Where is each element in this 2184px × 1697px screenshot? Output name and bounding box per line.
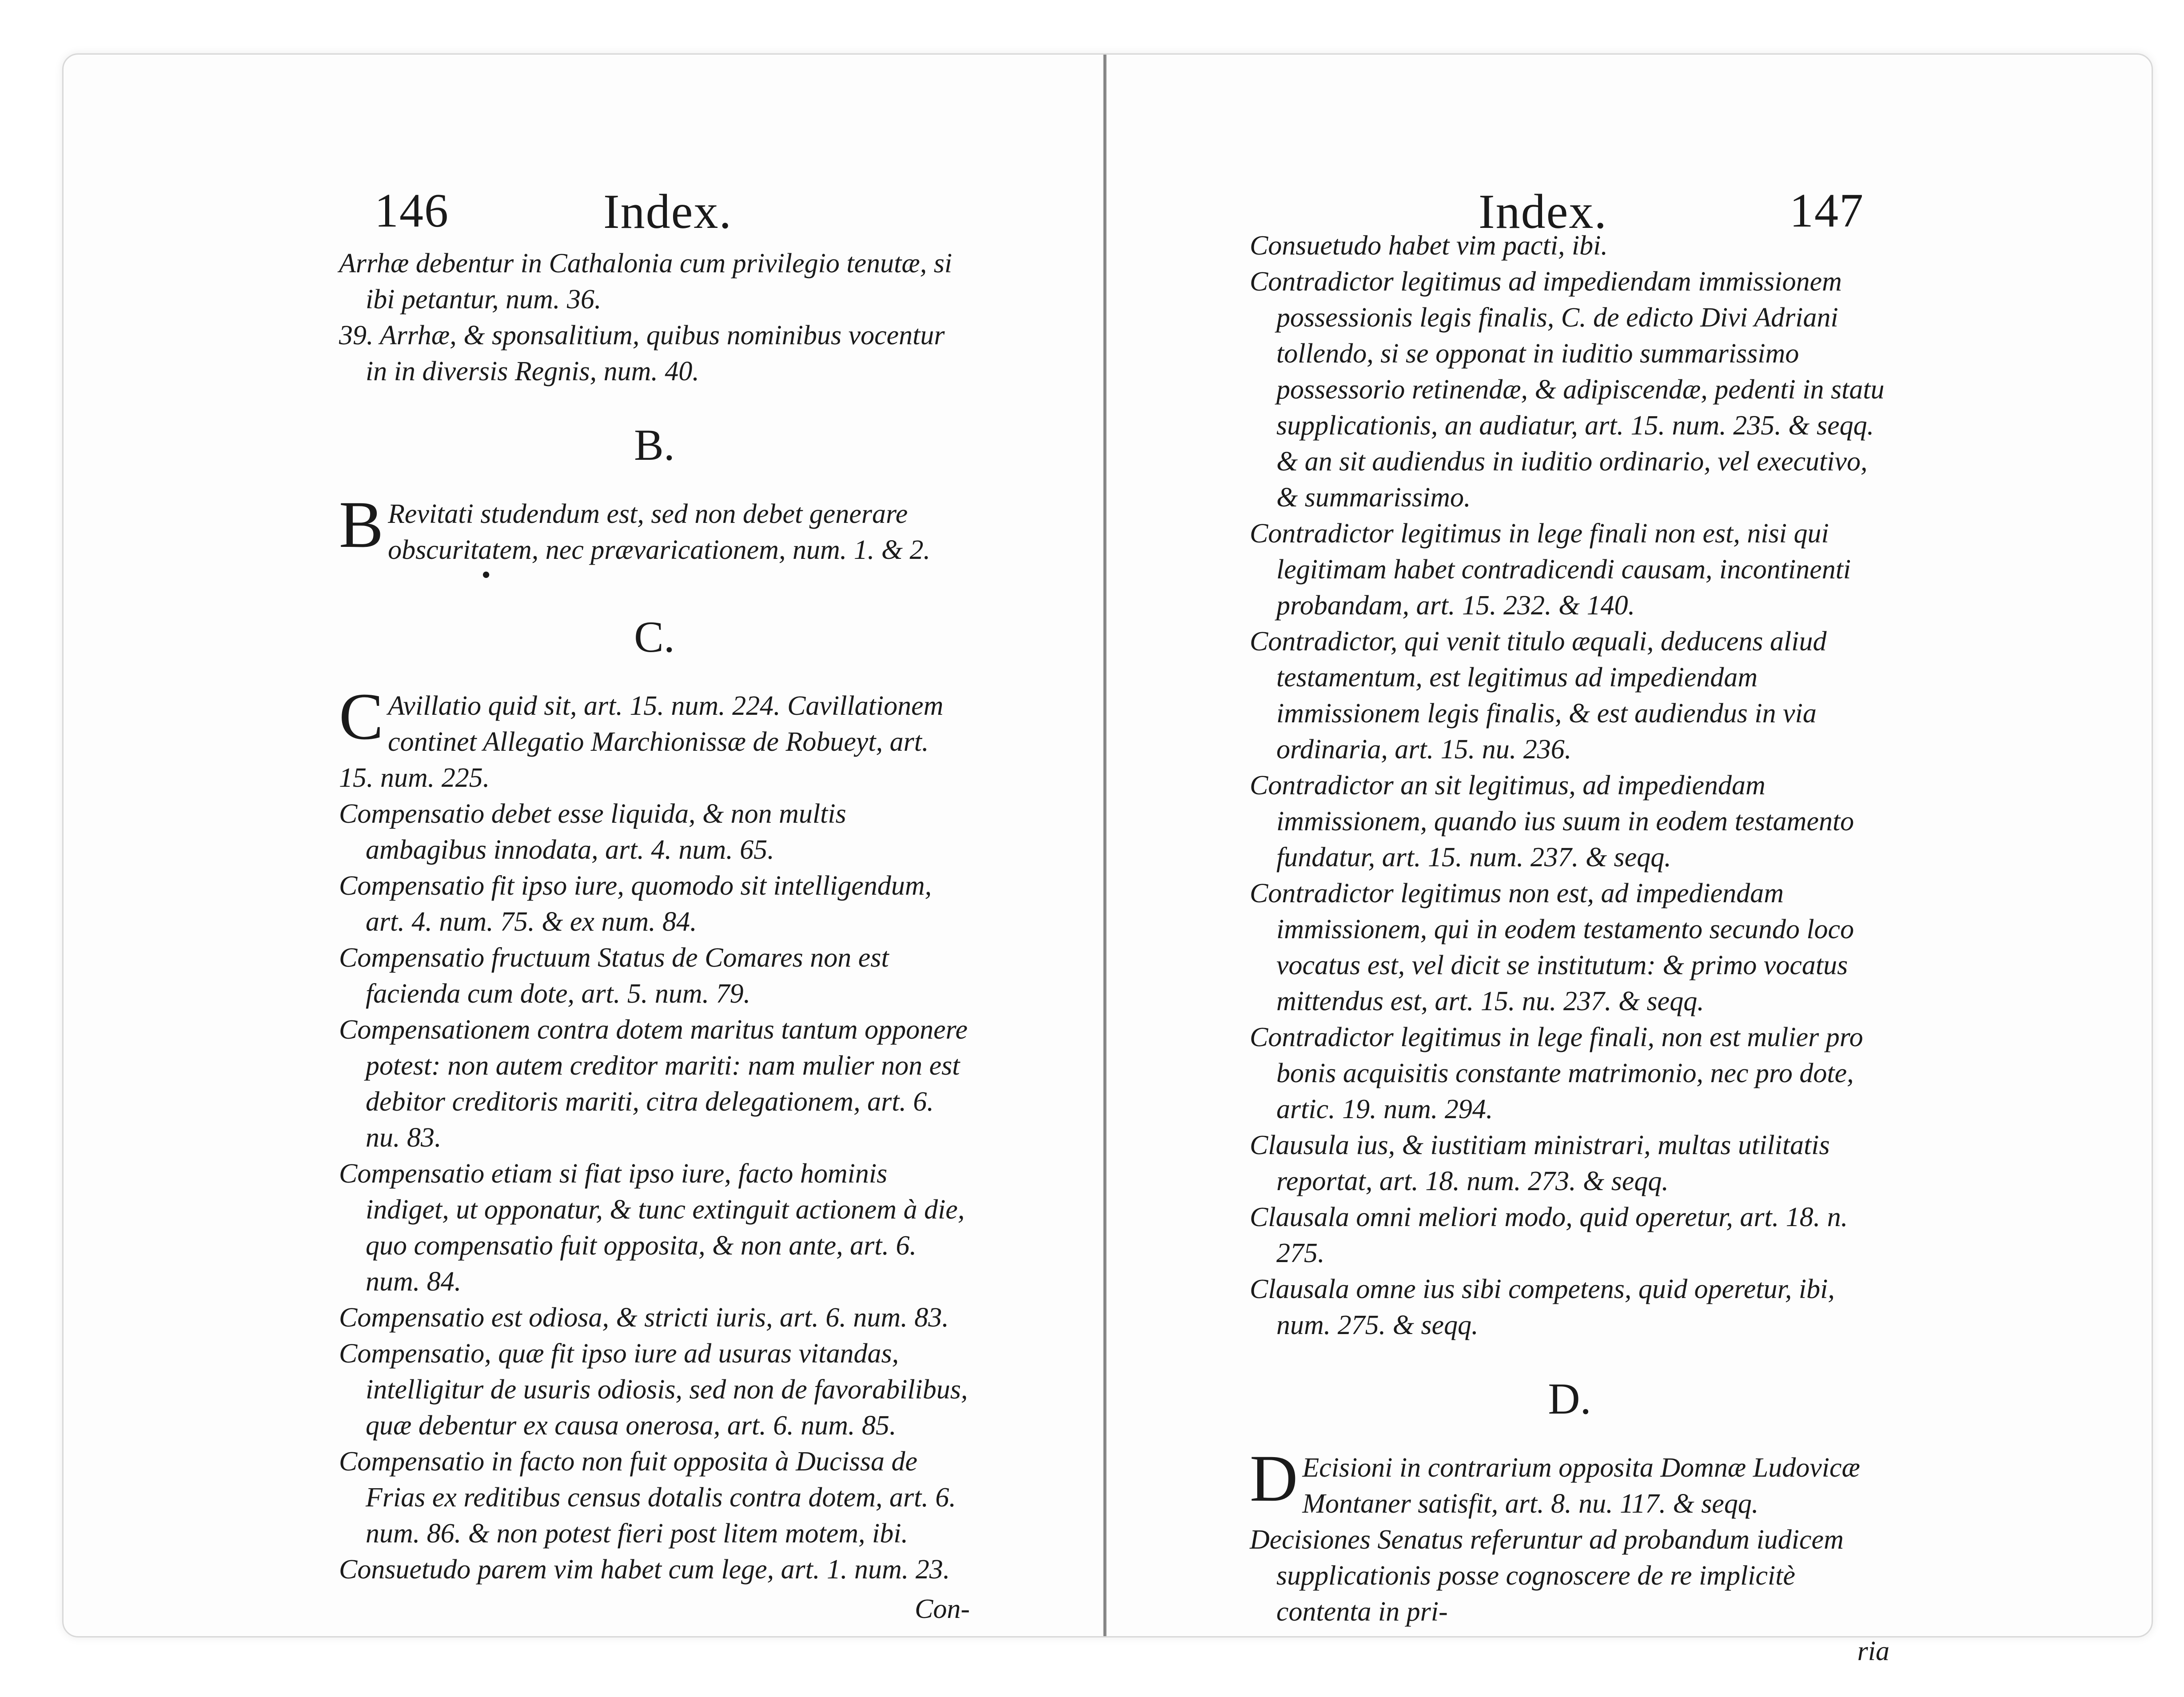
index-entry: Contradictor legitimus in lege finali non est, nisi qui legitimam habet contradicendi causam, incontinenti probandam, art. 15. 232. & 140. xyxy=(1250,518,1851,621)
index-entry: Contradictor legitimus non est, ad impediendam immissionem, qui in eodem testamento secundo loco vocatus est, vel dicit se institutum: & primo vocatus mittendus est, art. 15. nu. 237. & seqq. xyxy=(1250,878,1854,1016)
index-entry: Clausula ius, & iustitiam ministrari, multas utilitatis reportat, art. 18. num. 273. & seqq. xyxy=(1250,1130,1830,1196)
index-entry: Compensatio in facto non fuit opposita à Ducissa de Frias ex reditibus census dotalis contra dotem, art. 6. num. 86. & non potest fieri post litem motem, ibi. xyxy=(339,1446,956,1549)
index-entry-c xyxy=(339,680,970,796)
index-entry: Compensatio est odiosa, & stricti iuris, art. 6. num. 83. xyxy=(339,1303,949,1333)
running-title: Index. xyxy=(1479,184,1607,239)
index-entry: Arrhæ debentur in Cathalonia cum privilegio tenutæ, si ibi petantur, num. 36. xyxy=(339,248,953,315)
book-spread xyxy=(62,53,2153,1666)
index-entry: Clausala omni meliori modo, quid operetur, art. 18. n. 275. xyxy=(1250,1202,1848,1268)
index-entry: Contradictor legitimus ad impediendam immissionem possessionis legis finalis, C. de edicto Divi Adriani tollendo, si se opponat in iuditio summarissimo possessorio retinendæ, & adipiscendæ, pedenti in statu supplicationis, an audiatur, art. 15. num. 235. & seqq. & an sit audiendus in iuditio ordinario, vel executivo, & summarissimo. xyxy=(1250,267,1885,513)
index-entry: Compensatio debet esse liquida, & non multis ambagibus innodata, art. 4. num. 65. xyxy=(339,799,846,865)
index-entry-d xyxy=(1250,1442,1889,1522)
left-page-header xyxy=(64,183,1099,250)
index-entry: Compensatio etiam si fiat ipso iure, facto hominis indiget, ut opponatur, & tunc extinguit actionem à die, quo compensatio fuit opposita, & non ante, art. 6. num. 84. xyxy=(339,1159,965,1297)
drop-cap-c: C xyxy=(339,680,384,753)
right-page xyxy=(1110,55,2152,1666)
index-entry: Consuetudo habet vim pacti, ibi. xyxy=(1250,231,1608,261)
left-index-entries xyxy=(339,246,970,1655)
index-entry-text: Ecisioni in contrarium opposita Domnæ Ludovicæ Montaner satisfit, art. 8. nu. 117. & seqq. xyxy=(1302,1453,1860,1519)
index-entry: Decisiones Senatus referuntur ad probandum iudicem supplicationis posse cognoscere de re implicitè contenta in pri- xyxy=(1250,1525,1844,1627)
index-entry-b xyxy=(339,488,970,568)
running-title: Index. xyxy=(603,184,732,239)
right-index-entries xyxy=(1250,228,1889,1697)
index-entry-text: Avillatio quid sit, art. 15. num. 224. Cavillationem continet Allegatio Marchionissæ de Robueyt, art. 15. num. 225. xyxy=(339,691,944,793)
index-entry: Compensationem contra dotem maritus tantum opponere potest: non autem creditor mariti: nam mulier non est debitor creditoris mariti, citra delegationem, art. 6. nu. 83. xyxy=(339,1015,968,1153)
catchword: ria xyxy=(1857,1636,1889,1666)
index-entry: Contradictor, qui venit titulo æquali, deducens aliud testamentum, est legitimus ad impediendam immissionem legis finalis, & est audiendus in via ordinaria, art. 15. nu. 236. xyxy=(1250,626,1827,765)
section-letter-b: B. xyxy=(634,420,675,470)
catchword: Con- xyxy=(915,1594,970,1624)
index-entry: Contradictor an sit legitimus, ad impediendam immissionem, quando ius suum in eodem testamento fundatur, art. 15. num. 237. & seqq. xyxy=(1250,770,1854,872)
index-entry: Clausala omne ius sibi competens, quid operetur, ibi, num. 275. & seqq. xyxy=(1250,1274,1835,1340)
page-number: 147 xyxy=(1789,184,1864,237)
index-entry: Compensatio, quæ fit ipso iure ad usuras vitandas, intelligitur de usuris odiosis, sed non de favorabilibus, quæ debentur ex causa onerosa, art. 6. num. 85. xyxy=(339,1338,968,1441)
ink-dot: • xyxy=(481,560,491,590)
drop-cap-d: D xyxy=(1250,1442,1298,1515)
index-entry: 39. Arrhæ, & sponsalitium, quibus nominibus vocentur in in diversis Regnis, num. 40. xyxy=(339,320,945,386)
section-letter-c: C. xyxy=(634,612,675,661)
section-letter-d: D. xyxy=(1548,1374,1591,1423)
index-entry: Compensatio fructuum Status de Comares non est facienda cum dote, art. 5. num. 79. xyxy=(339,943,889,1009)
index-entry-text: Revitati studendum est, sed non debet generare obscuritatem, nec prævaricationem, num. 1. & 2. xyxy=(388,499,930,565)
index-entry: Consuetudo parem vim habet cum lege, art. 1. num. 23. xyxy=(339,1554,950,1585)
left-page xyxy=(64,55,1099,1636)
gutter-fold xyxy=(1103,55,1107,1636)
index-entry: Compensatio fit ipso iure, quomodo sit intelligendum, art. 4. num. 75. & ex num. 84. xyxy=(339,871,932,937)
index-entry: Contradictor legitimus in lege finali, non est mulier pro bonis acquisitis constante matrimonio, nec pro dote, artic. 19. num. 294. xyxy=(1250,1022,1863,1124)
page-number: 146 xyxy=(375,184,449,237)
drop-cap-b: B xyxy=(339,488,384,562)
